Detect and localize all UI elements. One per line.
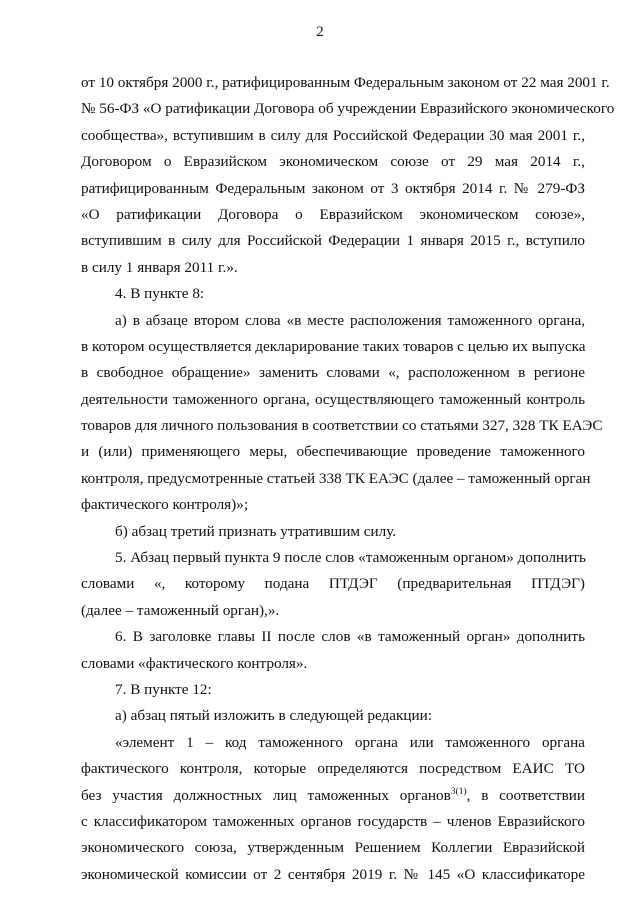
text-line-content: 6. В заголовке главы II после слов «в таможенный орган» дополнить xyxy=(115,628,585,646)
text-line xyxy=(81,334,585,360)
text-line xyxy=(81,651,585,677)
text-line-content: б) абзац третий признать утратившим силу. xyxy=(115,522,397,540)
text-line xyxy=(81,123,585,149)
text-line xyxy=(81,96,615,122)
text-line xyxy=(81,308,585,334)
text-line xyxy=(81,281,585,307)
text-line-content: контроля, предусмотренные статьей 338 ТК ЕАЭС (далее – таможенный орган xyxy=(81,469,591,487)
text-line-content: вступившим в силу для Российской Федерации 1 января 2015 г., вступило xyxy=(81,232,585,250)
text-line-content: товаров для личного пользования в соответствии со статьями 327, 328 ТК ЕАЭС xyxy=(81,417,603,435)
text-line xyxy=(81,730,585,756)
document-body xyxy=(81,70,615,888)
text-line-content: словами «фактического контроля». xyxy=(81,654,308,672)
text-line xyxy=(81,255,585,281)
text-line-content: экономической комиссии от 2 сентября 2019 г. № 145 «О классификаторе xyxy=(81,865,585,883)
text-line xyxy=(81,677,585,703)
text-line xyxy=(81,413,603,439)
text-line xyxy=(81,149,585,175)
text-line-content: «О ратификации Договора о Евразийском экономическом союзе», xyxy=(81,205,585,223)
text-line-content: в свободное обращение» заменить словами «, расположенном в регионе xyxy=(81,364,585,382)
text-line xyxy=(81,703,585,729)
text-line-content: (далее – таможенный орган),». xyxy=(81,601,280,619)
text-line xyxy=(81,387,585,413)
text-line-content: деятельности таможенного органа, осуществляющего таможенный контроль xyxy=(81,390,585,408)
text-line-content: 4. В пункте 8: xyxy=(115,285,205,303)
text-line-content: экономического союза, утвержденным Решением Коллегии Евразийской xyxy=(81,839,585,857)
text-line xyxy=(81,176,585,202)
text-line xyxy=(81,519,585,545)
text-line-content: без участия должностных лиц таможенных органов xyxy=(81,786,451,804)
text-line-content: 5. Абзац первый пункта 9 после слов «таможенным органом» дополнить xyxy=(115,549,586,567)
text-line xyxy=(81,862,585,888)
text-line-content: фактического контроля)»; xyxy=(81,496,249,514)
page-number: 2 xyxy=(316,24,324,40)
text-line xyxy=(81,783,585,809)
text-line-content: сообщества», вступившим в силу для Российской Федерации 30 мая 2001 г., xyxy=(81,126,585,144)
footnote-reference: 3(1) xyxy=(450,786,467,797)
text-line-content: с классификатором таможенных органов государств – членов Евразийского xyxy=(81,812,585,830)
text-line-content: ратифицированным Федеральным законом от 3 октября 2014 г. № 279-ФЗ xyxy=(81,179,585,197)
text-line-content: а) в абзаце втором слова «в месте расположения таможенного органа, xyxy=(115,311,585,329)
text-line xyxy=(81,624,585,650)
text-line-content: от 10 октября 2000 г., ратифицированным Федеральным законом от 22 мая 2001 г. xyxy=(81,74,610,91)
text-line-content: «элемент 1 – код таможенного органа или таможенного органа xyxy=(115,733,585,751)
text-line-content: Договором о Евразийском экономическом союзе от 29 мая 2014 г., xyxy=(81,153,585,171)
text-line xyxy=(81,202,585,228)
text-line xyxy=(81,466,591,492)
text-line xyxy=(81,492,585,518)
text-line-content: и (или) применяющего меры, обеспечивающие проведение таможенного xyxy=(81,443,585,461)
text-line-continuation: , в соответствии xyxy=(466,786,585,804)
text-line xyxy=(81,809,585,835)
text-line-content: в силу 1 января 2011 г.». xyxy=(81,258,238,276)
text-line xyxy=(81,70,610,96)
text-line xyxy=(81,756,585,782)
text-line xyxy=(81,835,585,861)
text-line-content: фактического контроля, которые определяются посредством ЕАИС ТО xyxy=(81,760,585,778)
text-line-content: словами «, которому подана ПТДЭГ (предварительная ПТДЭГ) xyxy=(81,575,585,593)
text-line xyxy=(81,571,585,597)
text-line xyxy=(81,228,585,254)
text-line xyxy=(81,439,585,465)
text-line-content: в котором осуществляется декларирование таких товаров с целью их выпуска xyxy=(81,337,586,355)
text-line xyxy=(81,598,585,624)
text-line-content: 7. В пункте 12: xyxy=(115,680,212,698)
text-line-content: № 56-ФЗ «О ратификации Договора об учреждении Евразийского экономического xyxy=(81,100,615,118)
text-line xyxy=(81,545,585,571)
text-line-content: а) абзац пятый изложить в следующей редакции: xyxy=(115,707,432,725)
text-line xyxy=(81,360,585,386)
